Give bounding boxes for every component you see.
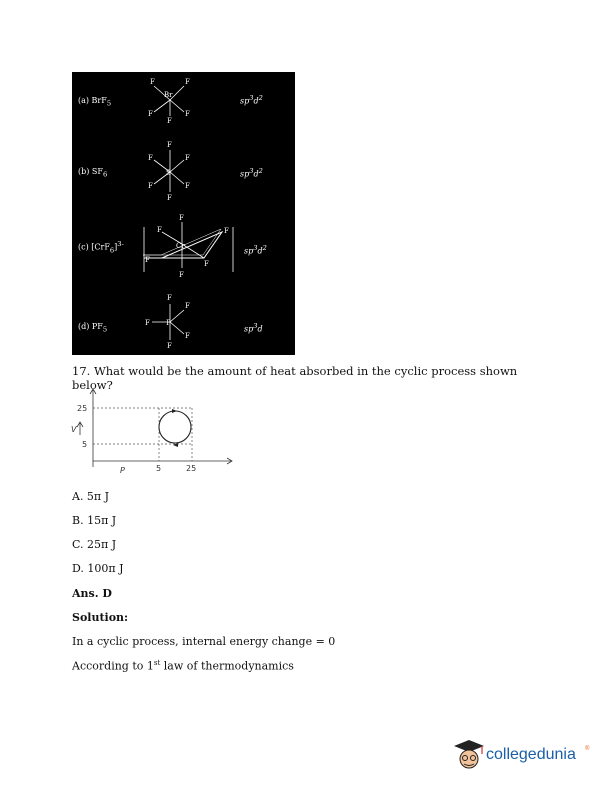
svg-text:F: F [167,141,172,149]
svg-text:F: F [179,214,184,222]
svg-text:F: F [204,260,209,268]
brand-name: collegedunia [486,746,576,763]
svg-text:F: F [167,342,172,350]
y-axis-label: V [71,425,77,434]
x-tick-5: 5 [156,464,162,473]
row-label-crf6: (c) $[CrF_6]^{3-}$ [78,240,124,255]
svg-text:F: F [185,78,190,86]
option-c: C. 25π J [72,538,117,551]
svg-text:F: F [167,194,172,202]
hybridization-structures [72,72,295,355]
collegedunia-logo[interactable] [452,738,592,774]
y-tick-5: 5 [82,440,88,449]
svg-text:F: F [148,182,153,190]
center-atom-br: Br [164,91,173,99]
svg-text:F: F [224,227,229,235]
x-axis-label: P [120,466,125,475]
hybrid-pf5: $sp^3d$ [244,322,263,334]
svg-text:F: F [185,154,190,162]
svg-text:F: F [185,302,190,310]
x-tick-25: 25 [186,464,197,473]
svg-text:F: F [148,154,153,162]
hybrid-sf6: $sp^3d^2$ [240,167,263,179]
option-b: B. 15π J [72,514,117,527]
svg-text:Cr: Cr [176,242,185,250]
svg-text:F: F [148,110,153,118]
svg-text:F: F [167,117,172,125]
svg-text:F: F [145,256,150,264]
row-label-pf5: (d) $PF_5$ [78,322,108,334]
svg-text:F: F [145,319,150,327]
cycle-circle [159,411,191,443]
svg-text:S: S [166,169,171,177]
solution-line-1: In a cyclic process, internal energy change = 0 [72,635,336,648]
row-label-sf6: (b) $SF_6$ [78,167,108,179]
row-label-brf5: (a) BrF$_5$ [78,96,112,108]
svg-text:F: F [185,182,190,190]
solution-line-2: According to 1st law of thermodynamics [72,659,294,673]
y-tick-25: 25 [77,404,88,413]
brand-mark: ® [585,746,590,752]
svg-text:F: F [185,110,190,118]
hybridization-image [72,72,295,355]
question-text: 17. What would be the amount of heat absorbed in the cyclic process shown below? [72,364,518,392]
hybrid-brf5: $sp^3d^2$ [240,94,263,106]
svg-text:F: F [179,271,184,279]
svg-text:F: F [185,332,190,340]
svg-text:P: P [166,319,171,327]
solution-heading: Solution: [72,611,129,624]
option-a: A. 5π J [72,490,110,503]
cyclic-process-graph [60,385,240,480]
option-d: D. 100π J [72,562,124,575]
svg-text:F: F [167,294,172,302]
svg-text:F: F [150,78,155,86]
hybrid-crf6: $sp^3d^2$ [244,244,267,256]
mascot-icon [452,738,486,772]
answer: Ans. D [72,587,112,600]
svg-text:F: F [157,226,162,234]
